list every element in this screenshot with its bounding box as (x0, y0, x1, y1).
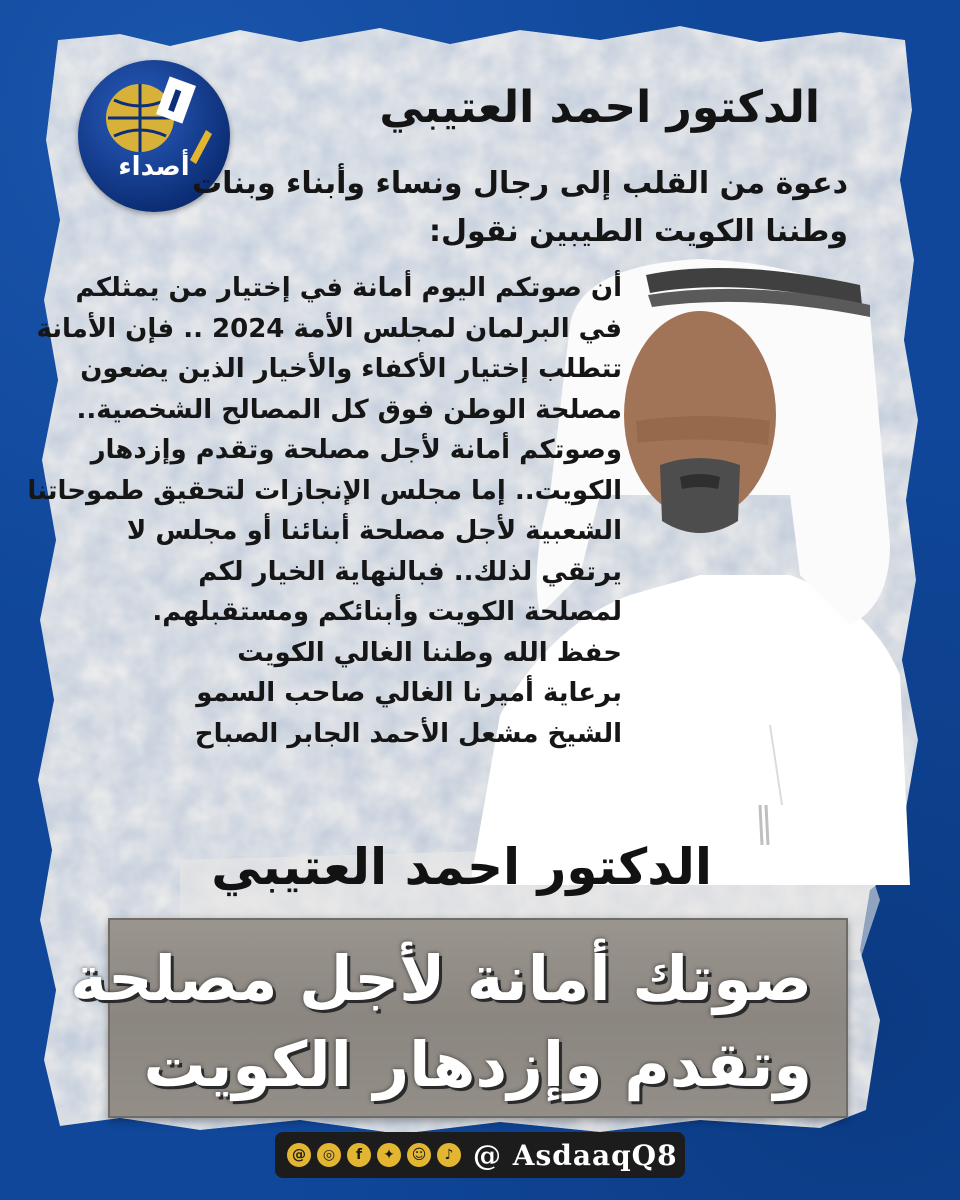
message-line: برعاية أميرنا الغالي صاحب السمو (196, 678, 622, 708)
slogan-line: صوتك أمانة لأجل مصلحة (70, 942, 812, 1015)
message-line: الشعبية لأجل مصلحة أبنائنا أو مجلس لا (126, 516, 622, 546)
tiktok-icon[interactable]: ♪ (437, 1143, 461, 1167)
message-body (27, 268, 622, 754)
slogan-banner (70, 918, 848, 1118)
message-line: أن صوتكم اليوم أمانة في إختيار من يمثلكم (75, 273, 622, 303)
facebook-icon[interactable]: f (347, 1143, 371, 1167)
social-footer (275, 1132, 685, 1178)
message-line: حفظ الله وطننا الغالي الكويت (237, 637, 622, 668)
slogan-text (70, 936, 812, 1108)
intro-line: دعوة من القلب إلى رجال ونساء وأبناء وبنات (192, 166, 848, 201)
social-handle[interactable]: @ AsdaaqQ8 (473, 1138, 678, 1172)
signature-name: الدكتور احمد العتيبي (211, 838, 712, 896)
slogan-line: وتقدم وإزدهار الكويت (143, 1028, 812, 1101)
message-line: الكويت.. إما مجلس الإنجازات لتحقيق طموحاتنا (27, 475, 622, 506)
message-line: مصلحة الوطن فوق كل المصالح الشخصية.. (76, 394, 622, 425)
twitter-icon[interactable]: ✦ (377, 1143, 401, 1167)
message-line: لمصلحة الكويت وأبنائكم ومستقبلهم. (152, 597, 622, 627)
snapchat-icon[interactable]: ☺ (407, 1143, 431, 1167)
instagram-icon[interactable]: ◎ (317, 1143, 341, 1167)
logo-text: أصداء (118, 152, 190, 182)
message-line: في البرلمان لمجلس الأمة 2024 .. فإن الأمانة (36, 313, 622, 344)
message-line: الشيخ مشعل الأحمد الجابر الصباح (194, 718, 622, 749)
intro-line: وطننا الكويت الطيبين نقول: (428, 214, 848, 249)
message-line: تتطلب إختيار الأكفاء والأخيار الذين يضعون (80, 354, 622, 384)
headline-name: الدكتور احمد العتيبي (379, 82, 820, 133)
threads-icon[interactable]: @ (287, 1143, 311, 1167)
message-line: وصوتكم أمانة لأجل مصلحة وتقدم وإزدهار (90, 435, 622, 465)
message-line: يرتقي لذلك.. فبالنهاية الخيار لكم (198, 556, 622, 587)
intro-text (192, 160, 848, 256)
